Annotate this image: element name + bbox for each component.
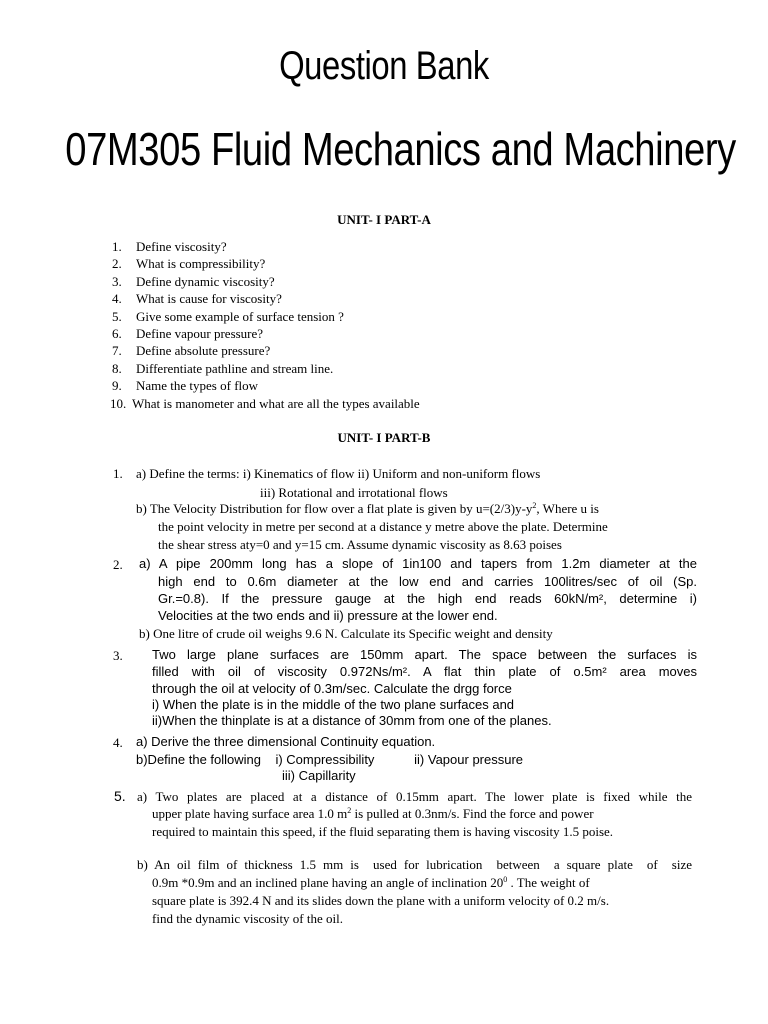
question-4-line-2: b)Define the following i) Compressibility ii) Vapour pressure bbox=[136, 752, 524, 767]
question-4-line-1: a) Derive the three dimensional Continuity equation. bbox=[136, 734, 436, 749]
list-item: 10. What is manometer and what are all the types available bbox=[110, 395, 420, 411]
question-2b-line-1: b) One litre of crude oil weighs 9.6 N. Calculate its Specific weight and density bbox=[139, 626, 553, 641]
question-bank-title: Question Bank bbox=[279, 44, 489, 88]
list-item: 4. What is cause for viscosity? bbox=[112, 291, 282, 307]
course-title: 07M305 Fluid Mechanics and Machinery bbox=[65, 123, 736, 175]
question-number: 4. bbox=[113, 735, 123, 750]
question-3-line-2: filled with oil of viscosity 0.972Ns/m². A flat thin plate of o.5m² area moves bbox=[152, 664, 697, 679]
question-number: 3. bbox=[113, 648, 123, 663]
question-number: 5. bbox=[114, 788, 126, 804]
question-3-line-1: Two large plane surfaces are 150mm apart. The space between the surfaces is bbox=[152, 647, 697, 662]
question-2a-line-1: a) A pipe 200mm long has a slope of 1in100 and tapers from 1.2m diameter at the bbox=[139, 556, 697, 571]
question-1b-line-3: the shear stress aty=0 and y=15 cm. Assume dynamic viscosity as 8.63 poises bbox=[158, 537, 562, 552]
list-item: 9. Name the types of flow bbox=[112, 378, 259, 394]
list-item: 3. Define dynamic viscosity? bbox=[112, 273, 275, 289]
list-item: 5. Give some example of surface tension ? bbox=[112, 308, 344, 324]
question-2a-line-2: high end to 0.6m diameter at the low end and carries 100litres/sec of oil (Sp. bbox=[158, 574, 697, 589]
question-3-line-4: i) When the plate is in the middle of the two plane surfaces and bbox=[152, 697, 515, 712]
question-2a-line-4: Velocities at the two ends and ii) pressure at the lower end. bbox=[158, 608, 498, 623]
part-b-heading: UNIT- I PART-B bbox=[337, 430, 431, 445]
question-4-line-3: iii) Capillarity bbox=[282, 768, 356, 783]
part-a-question-list bbox=[112, 238, 420, 412]
question-3-line-3: through the oil at velocity of 0.3m/sec. Calculate the drgg force bbox=[152, 681, 512, 696]
part-a-heading: UNIT- I PART-A bbox=[337, 212, 431, 227]
question-5a-line-3: required to maintain this speed, if the fluid separating them is having viscosity 1.5 poise. bbox=[152, 824, 614, 839]
question-1a-line-1: a) Define the terms: i) Kinematics of flow ii) Uniform and non-uniform flows bbox=[136, 466, 541, 481]
list-item: 2. What is compressibility? bbox=[112, 256, 266, 272]
question-number: 2. bbox=[113, 557, 123, 572]
question-5b-line-3: square plate is 392.4 N and its slides down the plane with a uniform velocity of 0.2 m/s. bbox=[152, 893, 610, 908]
question-5b-line-1: b) An oil film of thickness 1.5 mm is used for lubrication between a square plate of size bbox=[137, 857, 692, 872]
question-3-line-5: ii)When the thinplate is at a distance of 30mm from one of the planes. bbox=[152, 713, 552, 728]
list-item: 7. Define absolute pressure? bbox=[112, 343, 271, 359]
question-5b-line-4: find the dynamic viscosity of the oil. bbox=[152, 911, 343, 926]
question-1b-line-1: b) The Velocity Distribution for flow over a flat plate is given by $u=(2/3)y-y^2$, Where u is bbox=[136, 501, 599, 516]
list-item: 1. Define viscosity? bbox=[112, 239, 227, 254]
list-item: 6. Define vapour pressure? bbox=[112, 325, 264, 341]
list-item: 8. Differentiate pathline and stream line. bbox=[112, 360, 334, 376]
question-number: 1. bbox=[113, 466, 123, 481]
question-5a-line-1: a) Two plates are placed at a distance of 0.15mm apart. The lower plate is fixed while the bbox=[137, 789, 692, 804]
question-5a-line-2: upper plate having surface area 1.0 $m^2$ is pulled at 0.3nm/s. Find the force and power bbox=[152, 806, 594, 821]
question-2a-line-3: Gr.=0.8). If the pressure gauge at the high end reads 60kN/m², determine i) bbox=[158, 591, 697, 606]
question-1a-line-2: iii) Rotational and irrotational flows bbox=[260, 485, 448, 500]
question-1b-line-2: the point velocity in metre per second at a distance y metre above the plate. Determine bbox=[158, 519, 608, 534]
question-5b-line-2: 0.9m *0.9m and an inclined plane having an angle of inclination $20^0$ . The weight of bbox=[152, 875, 590, 890]
